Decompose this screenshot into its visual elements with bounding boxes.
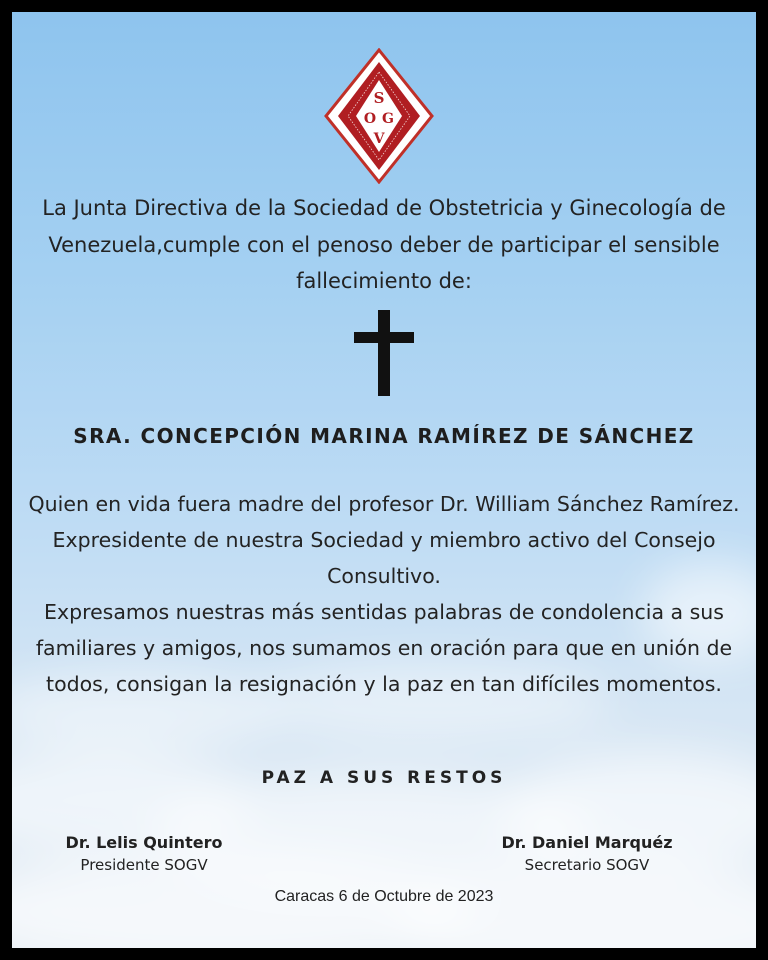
condolence-body xyxy=(22,486,746,702)
svg-text:O: O xyxy=(363,111,377,127)
obituary-card xyxy=(12,12,756,948)
signer-role: Presidente SOGV xyxy=(80,856,208,874)
closing-line: PAZ A SUS RESTOS xyxy=(261,768,507,788)
condolence-paragraph: Expresamos nuestras más sentidas palabras de condolencia a sus familiares y amigos, nos sumamos en oración para que en unión de todos, consigan la resignación y la paz en tan difíciles momentos. xyxy=(35,600,733,696)
signer-name: Dr. Daniel Marquéz xyxy=(501,833,673,852)
signer-name: Dr. Lelis Quintero xyxy=(65,833,223,852)
intro-text: La Junta Directiva de la Sociedad de Obstetricia y Ginecología de Venezuela,cumple con el penoso deber de participar el sensible fallecimiento de: xyxy=(42,196,726,293)
svg-text:G: G xyxy=(382,111,394,127)
signature-secretary xyxy=(474,832,700,876)
signature-president xyxy=(44,832,244,876)
tribute-paragraph: Quien en vida fuera madre del profesor Dr. William Sánchez Ramírez. Expresidente de nuestra Sociedad y miembro activo del Consejo Consultivo. xyxy=(28,492,740,588)
svg-text:V: V xyxy=(373,131,385,147)
deceased-name: SRA. CONCEPCIÓN MARINA RAMÍREZ DE SÁNCHEZ xyxy=(73,424,695,448)
svg-text:S: S xyxy=(373,89,385,107)
signer-role: Secretario SOGV xyxy=(524,856,650,874)
sogv-logo xyxy=(324,48,434,184)
place-date: Caracas 6 de Octubre de 2023 xyxy=(274,888,494,905)
latin-cross-icon xyxy=(354,310,414,396)
